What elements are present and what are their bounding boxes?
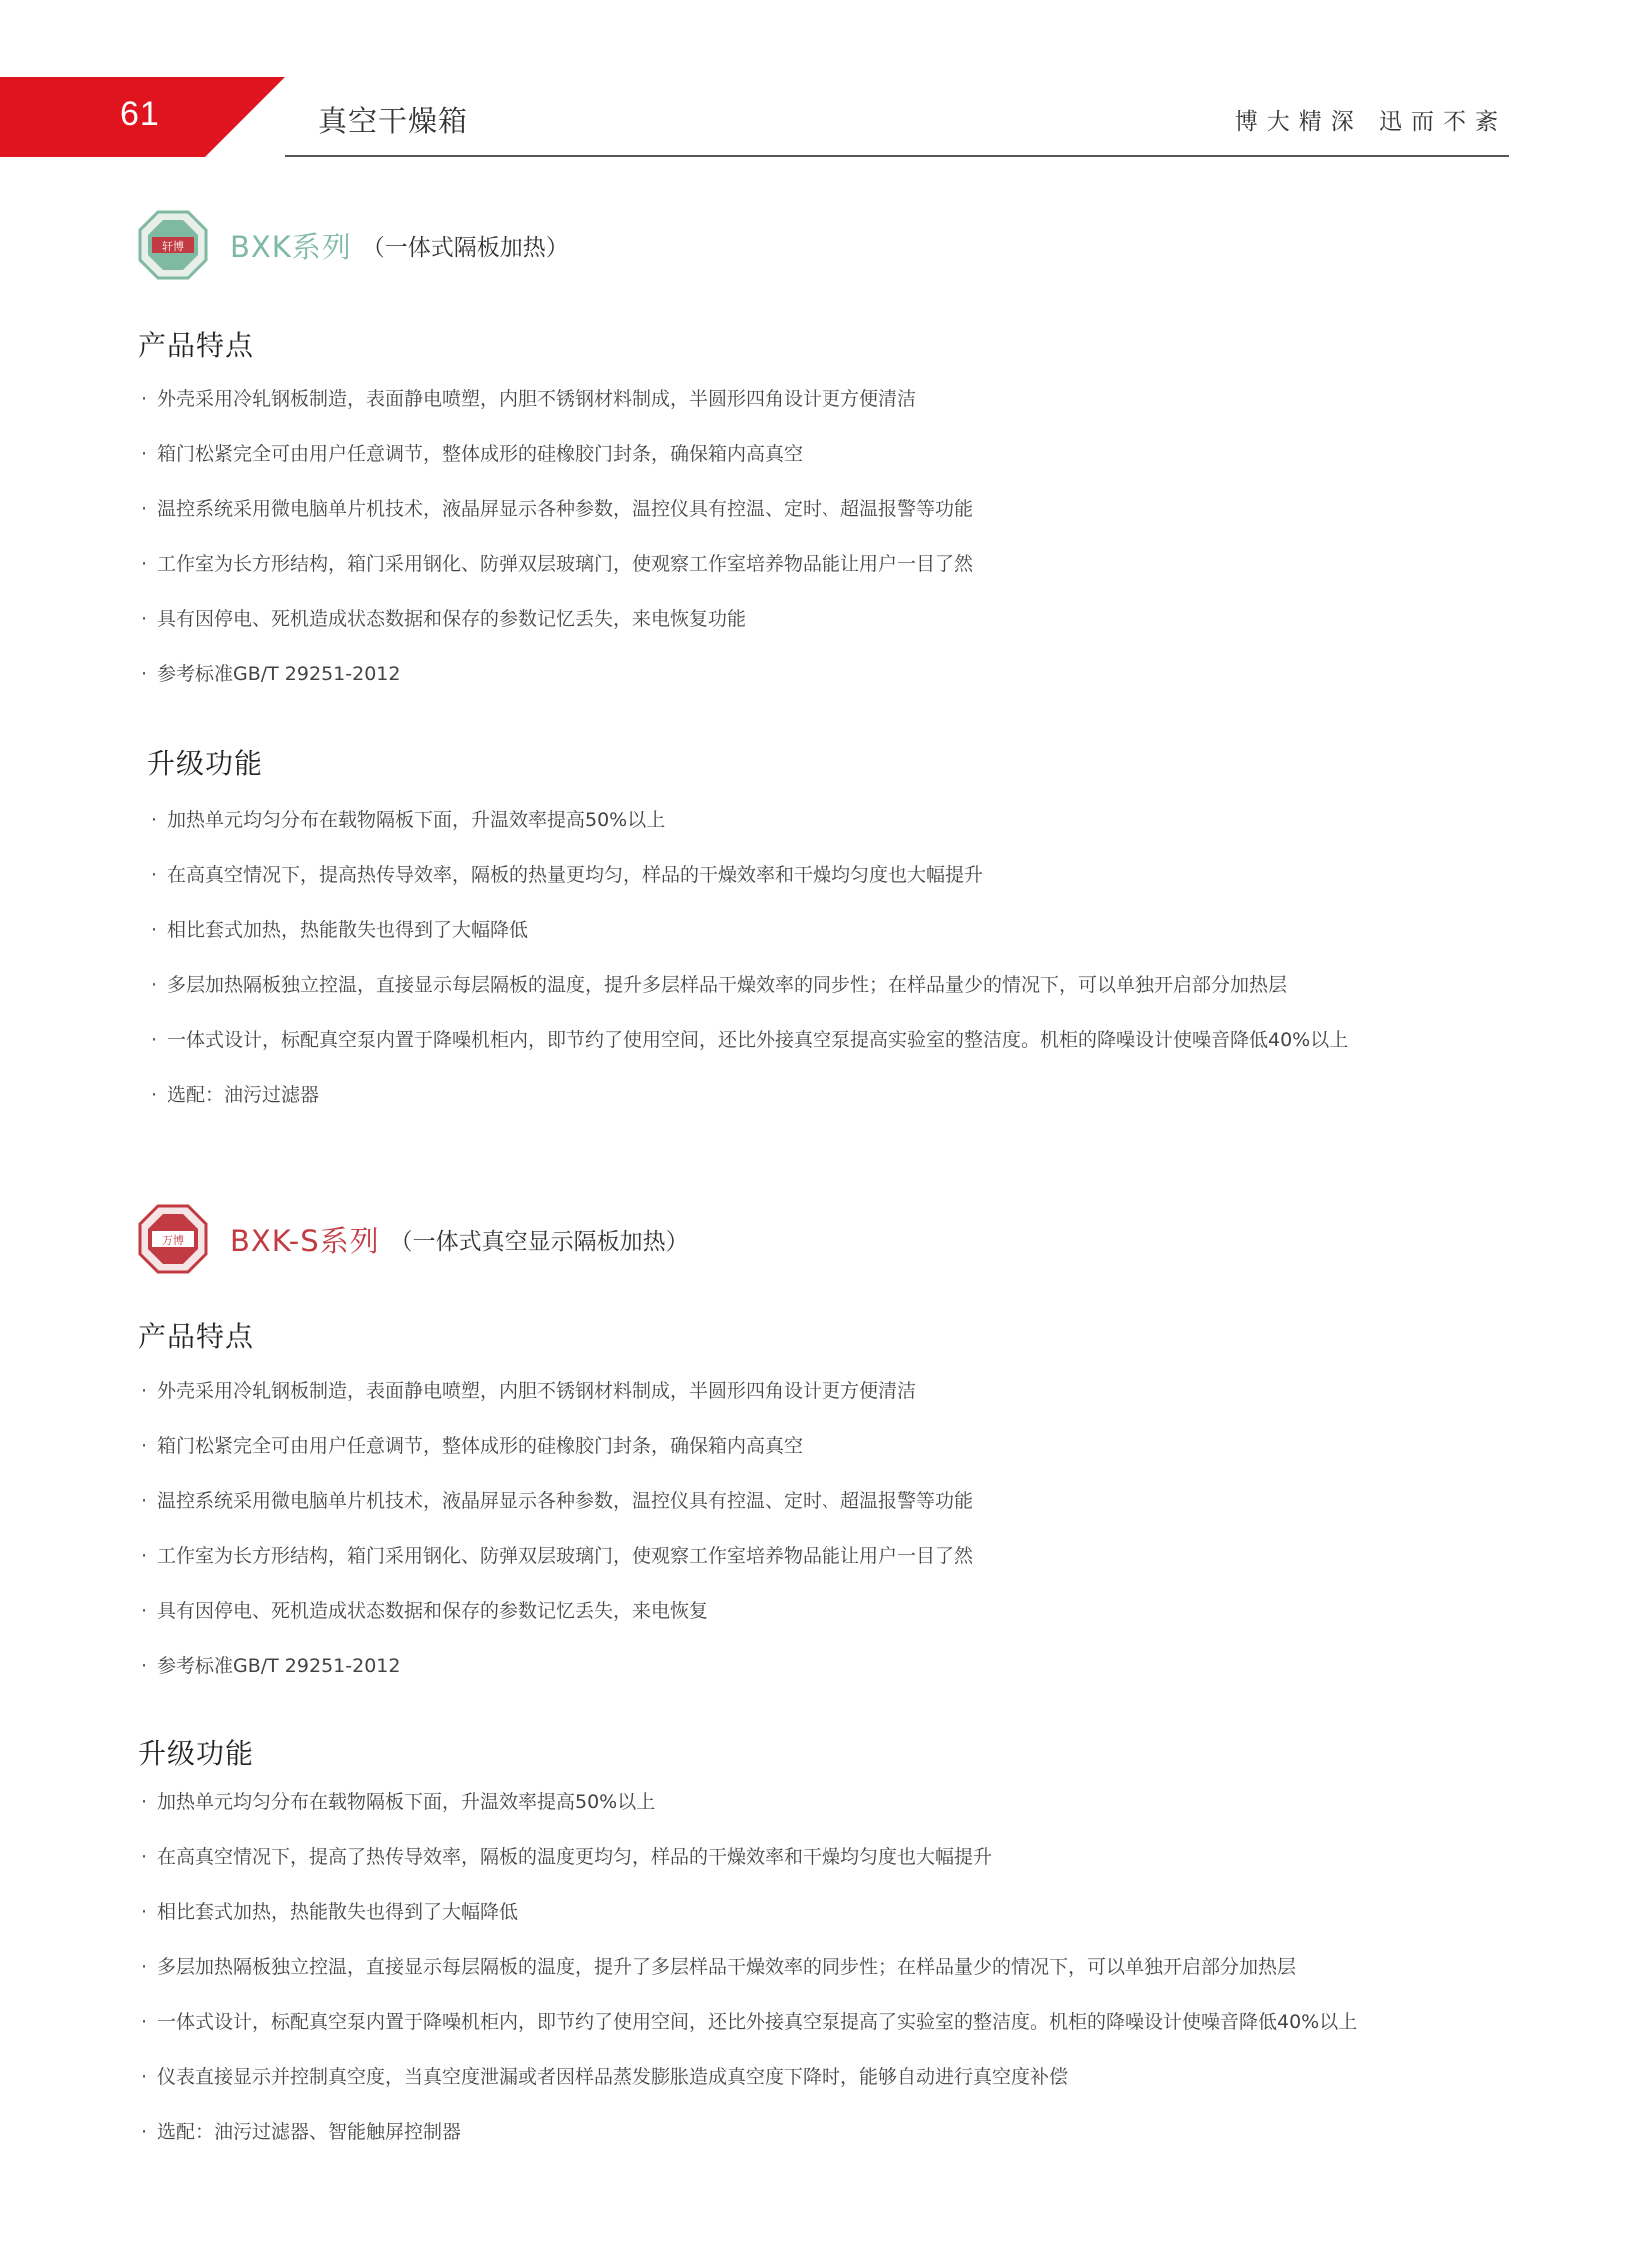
upgrades-heading: 升级功能	[138, 1737, 255, 1770]
upgrades-list-bxk	[151, 805, 1348, 1134]
header-divider	[285, 155, 1509, 157]
features-heading: 产品特点	[138, 1320, 255, 1353]
list-item: · 仪表直接显示并控制真空度，当真空度泄漏或者因样品蒸发膨胀造成真空度下降时，能够自动进行真空度补偿	[141, 2062, 1357, 2117]
header-slogan: 博大精深 迅而不紊	[1234, 109, 1507, 135]
series-description: （一体式隔板加热）	[361, 234, 569, 261]
brand-logo-icon	[138, 1204, 208, 1274]
list-item: · 加热单元均匀分布在载物隔板下面，升温效率提高50%以上	[151, 805, 1348, 860]
features-list-bxk	[141, 384, 973, 714]
svg-text:轩博: 轩博	[162, 240, 184, 253]
list-item: · 温控系统采用微电脑单片机技术，液晶屏显示各种参数，温控仪具有控温、定时、超温报警等功能	[141, 1486, 973, 1541]
page-number: 61	[120, 95, 160, 133]
upgrades-heading: 升级功能	[147, 747, 264, 780]
features-list-bxk-s	[141, 1376, 973, 1706]
page-title: 真空干燥箱	[318, 104, 469, 138]
list-item: · 箱门松紧完全可由用户任意调节，整体成形的硅橡胶门封条，确保箱内高真空	[141, 1431, 973, 1486]
series-name: BXK-S系列	[230, 1223, 380, 1258]
series-header-bxk	[138, 210, 569, 280]
list-item: · 具有因停电、死机造成状态数据和保存的参数记忆丢失，来电恢复功能	[141, 604, 973, 659]
list-item: · 温控系统采用微电脑单片机技术，液晶屏显示各种参数，温控仪具有控温、定时、超温报警等功能	[141, 494, 973, 549]
list-item: · 一体式设计，标配真空泵内置于降噪机柜内，即节约了使用空间，还比外接真空泵提高实验室的整洁度。机柜的降噪设计使噪音降低40%以上	[151, 1025, 1348, 1080]
list-item: · 工作室为长方形结构，箱门采用钢化、防弹双层玻璃门，使观察工作室培养物品能让用户一目了然	[141, 549, 973, 604]
list-item: · 具有因停电、死机造成状态数据和保存的参数记忆丢失，来电恢复	[141, 1596, 973, 1651]
list-item: · 多层加热隔板独立控温，直接显示每层隔板的温度，提升多层样品干燥效率的同步性；在样品量少的情况下，可以单独开启部分加热层	[151, 970, 1348, 1025]
list-item: · 一体式设计，标配真空泵内置于降噪机柜内，即节约了使用空间，还比外接真空泵提高了实验室的整洁度。机柜的降噪设计使噪音降低40%以上	[141, 2007, 1357, 2062]
list-item: · 箱门松紧完全可由用户任意调节，整体成形的硅橡胶门封条，确保箱内高真空	[141, 439, 973, 494]
series-name: BXK系列	[230, 229, 352, 264]
list-item: · 外壳采用冷轧钢板制造，表面静电喷塑，内胆不锈钢材料制成，半圆形四角设计更方便清洁	[141, 1376, 973, 1431]
list-item: · 参考标准GB/T 29251-2012	[141, 659, 973, 714]
brand-logo-icon	[138, 210, 208, 280]
list-item: · 多层加热隔板独立控温，直接显示每层隔板的温度，提升了多层样品干燥效率的同步性；在样品量少的情况下，可以单独开启部分加热层	[141, 1952, 1357, 2007]
list-item: · 参考标准GB/T 29251-2012	[141, 1651, 973, 1706]
svg-text:万博: 万博	[162, 1234, 184, 1247]
list-item: · 选配：油污过滤器、智能触屏控制器	[141, 2117, 1357, 2172]
list-item: · 外壳采用冷轧钢板制造，表面静电喷塑，内胆不锈钢材料制成，半圆形四角设计更方便清洁	[141, 384, 973, 439]
list-item: · 在高真空情况下，提高热传导效率，隔板的热量更均匀，样品的干燥效率和干燥均匀度也大幅提升	[151, 860, 1348, 915]
list-item: · 相比套式加热，热能散失也得到了大幅降低	[151, 915, 1348, 970]
series-header-bxk-s	[138, 1204, 689, 1274]
list-item: · 加热单元均匀分布在载物隔板下面，升温效率提高50%以上	[141, 1787, 1357, 1842]
list-item: · 相比套式加热，热能散失也得到了大幅降低	[141, 1897, 1357, 1952]
upgrades-list-bxk-s	[141, 1787, 1357, 2172]
series-description: （一体式真空显示隔板加热）	[389, 1228, 689, 1255]
list-item: · 工作室为长方形结构，箱门采用钢化、防弹双层玻璃门，使观察工作室培养物品能让用户一目了然	[141, 1541, 973, 1596]
list-item: · 在高真空情况下，提高了热传导效率，隔板的温度更均匀，样品的干燥效率和干燥均匀度也大幅提升	[141, 1842, 1357, 1897]
features-heading: 产品特点	[138, 329, 255, 362]
list-item: · 选配：油污过滤器	[151, 1080, 1348, 1134]
